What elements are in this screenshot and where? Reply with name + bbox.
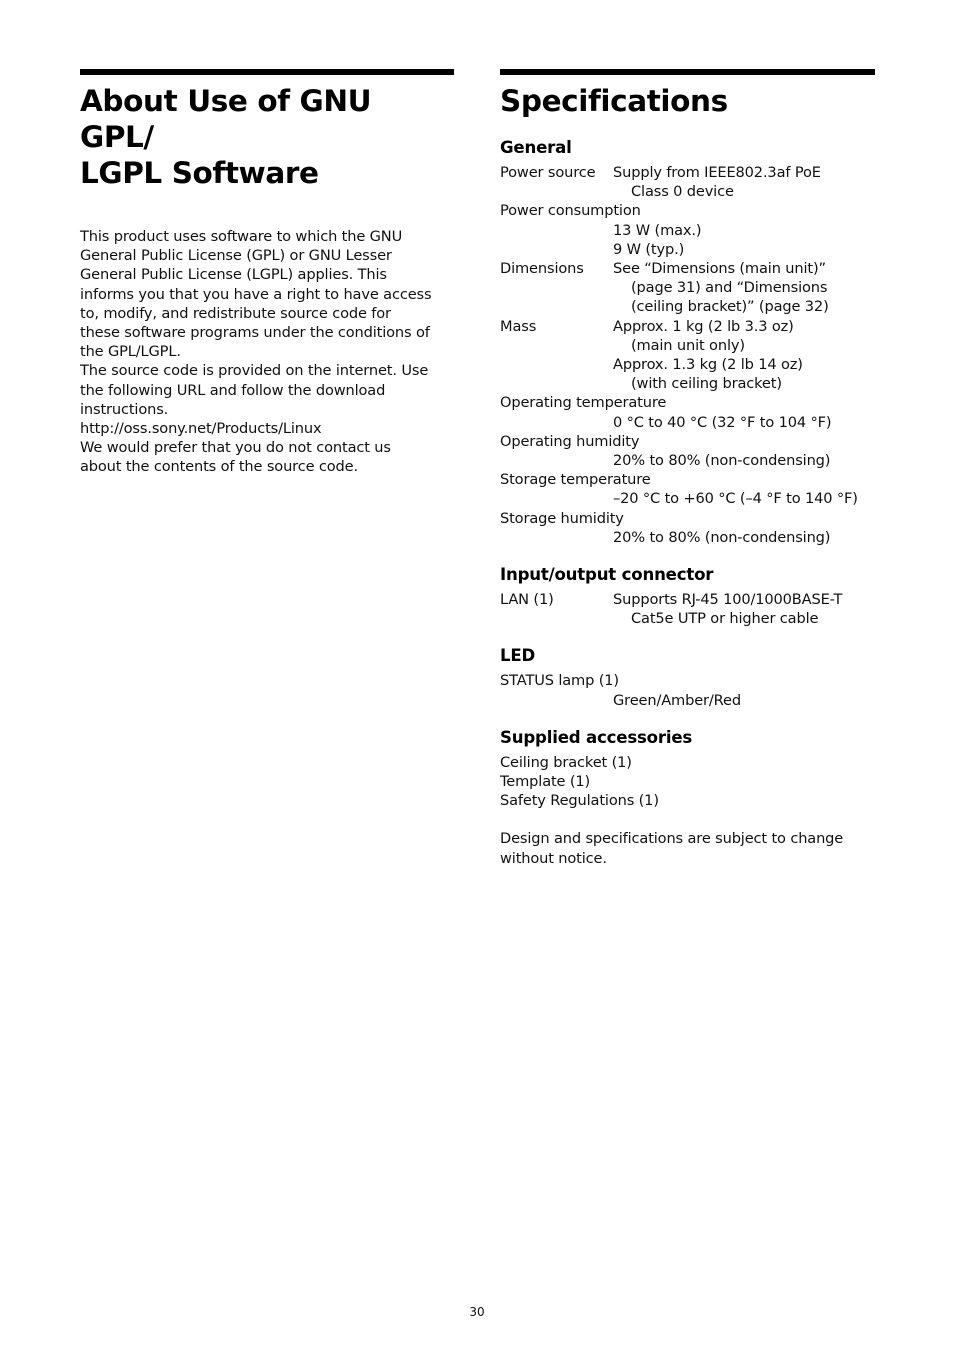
paragraph-line: General Public License (LGPL) applies. This xyxy=(80,266,387,284)
led-block xyxy=(500,645,875,709)
io-spec-list xyxy=(500,590,875,628)
spec-value: (page 31) and “Dimensions xyxy=(631,279,828,297)
spec-value: 20% to 80% (non-condensing) xyxy=(613,452,831,470)
gpl-title-line2: LGPL Software xyxy=(80,156,319,190)
spec-value: 20% to 80% (non-condensing) xyxy=(613,528,831,546)
spec-label: Operating humidity xyxy=(500,432,640,450)
spec-value: (main unit only) xyxy=(631,336,745,354)
spec-continuation xyxy=(500,297,875,316)
spec-label: Storage humidity xyxy=(500,509,624,527)
list-item: Ceiling bracket (1) xyxy=(500,753,632,771)
spec-label: Operating temperature xyxy=(500,394,667,412)
general-block xyxy=(500,137,875,547)
spec-value: 0 °C to 40 °C (32 °F to 104 °F) xyxy=(613,413,832,431)
spec-label: Dimensions xyxy=(500,260,584,278)
spec-value: 13 W (max.) xyxy=(613,221,702,239)
spec-value: Green/Amber/Red xyxy=(613,691,741,709)
spec-value: Supply from IEEE802.3af PoE xyxy=(613,164,821,181)
spec-row-power-source xyxy=(500,163,875,182)
paragraph-line: We would prefer that you do not contact us xyxy=(80,439,391,457)
notice-line: without notice. xyxy=(500,849,607,867)
io-block xyxy=(500,564,875,628)
gpl-section xyxy=(80,69,454,477)
paragraph-line: the GPL/LGPL. xyxy=(80,343,181,361)
spec-value: –20 °C to +60 °C (–4 °F to 140 °F) xyxy=(613,490,858,508)
spec-row-dimensions xyxy=(500,259,875,278)
spec-continuation xyxy=(500,336,875,355)
accessories-heading: Supplied accessories xyxy=(500,727,693,747)
spec-continuation xyxy=(500,609,875,628)
gpl-title xyxy=(80,83,454,191)
specifications-title: Specifications xyxy=(500,84,728,118)
spec-label: Storage temperature xyxy=(500,471,651,489)
notice-line: Design and specifications are subject to change xyxy=(500,830,844,848)
paragraph-line: This product uses software to which the GNU xyxy=(80,228,403,245)
spec-label: STATUS lamp (1) xyxy=(500,672,619,690)
general-spec-list xyxy=(500,163,875,547)
spec-label: Mass xyxy=(500,317,537,335)
paragraph-line: the following URL and follow the download xyxy=(80,381,386,399)
spec-value: See “Dimensions (main unit)” xyxy=(613,260,826,278)
gpl-title-line1: About Use of GNU GPL/ xyxy=(80,84,372,154)
paragraph-line: to, modify, and redistribute source code for xyxy=(80,304,391,322)
spec-value: Class 0 device xyxy=(631,183,734,201)
led-heading: LED xyxy=(500,646,536,666)
paragraph-line: about the contents of the source code. xyxy=(80,458,358,476)
list-item: Template (1) xyxy=(500,773,591,791)
spec-value: (with ceiling bracket) xyxy=(631,375,782,393)
section-rule xyxy=(80,69,454,75)
spec-label: LAN (1) xyxy=(500,591,554,609)
spec-label: Power consumption xyxy=(500,202,641,220)
spec-value: Approx. 1 kg (2 lb 3.3 oz) xyxy=(613,317,794,335)
spec-label: Power source xyxy=(500,164,596,181)
paragraph-line: instructions. xyxy=(80,400,169,418)
gpl-paragraph xyxy=(80,227,454,477)
page-number: 30 xyxy=(469,1305,485,1319)
section-rule xyxy=(500,69,875,75)
accessories-list xyxy=(500,753,875,811)
spec-value: Supports RJ-45 100/1000BASE-T xyxy=(613,591,843,609)
spec-continuation xyxy=(500,182,875,201)
spec-value: 9 W (typ.) xyxy=(613,240,685,258)
spec-value: Approx. 1.3 kg (2 lb 14 oz) xyxy=(613,356,803,374)
spec-row-mass xyxy=(500,317,875,336)
paragraph-line: General Public License (GPL) or GNU Lesser xyxy=(80,247,392,265)
io-heading: Input/output connector xyxy=(500,565,714,585)
spec-continuation xyxy=(500,374,875,393)
general-heading: General xyxy=(500,138,572,157)
specifications-section xyxy=(500,69,875,868)
source-url: http://oss.sony.net/Products/Linux xyxy=(80,420,322,438)
spec-value: Cat5e UTP or higher cable xyxy=(631,610,819,628)
accessories-block xyxy=(500,727,875,811)
spec-value: (ceiling bracket)” (page 32) xyxy=(631,298,829,316)
spec-continuation xyxy=(500,278,875,297)
paragraph-line: informs you that you have a right to have access xyxy=(80,285,432,303)
paragraph-line: these software programs under the conditions of xyxy=(80,324,430,342)
led-spec-list xyxy=(500,671,875,709)
paragraph-line: The source code is provided on the internet. Use xyxy=(80,362,429,380)
list-item: Safety Regulations (1) xyxy=(500,792,659,810)
notice xyxy=(500,829,875,867)
spec-row-lan xyxy=(500,590,875,609)
